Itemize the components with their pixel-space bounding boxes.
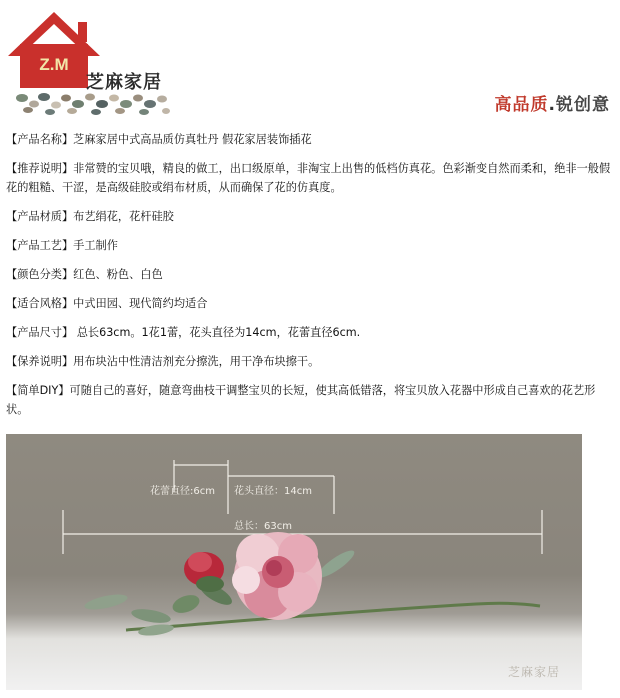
label-recommendation: 【推荐说明】	[6, 162, 74, 175]
flower-bud	[184, 552, 224, 592]
label-diy: 【简单DIY】	[6, 384, 70, 397]
paragraph-craft	[6, 236, 614, 255]
paragraph-material	[6, 207, 614, 226]
slogan	[495, 90, 610, 115]
paragraph-recommendation	[6, 159, 614, 197]
label-care: 【保养说明】	[6, 355, 74, 368]
paragraph-product-name	[6, 130, 614, 149]
header	[0, 0, 620, 125]
label-material: 【产品材质】	[6, 210, 74, 223]
photo-watermark: 芝麻家居	[507, 665, 560, 679]
brand-logo	[6, 6, 174, 118]
text-material: 布艺绢花，花杆硅胶	[73, 210, 174, 223]
label-craft: 【产品工艺】	[6, 239, 74, 252]
product-description	[6, 130, 614, 429]
slogan-tail: 锐创意	[556, 95, 610, 115]
label-style: 【适合风格】	[6, 297, 74, 310]
slogan-main: 高品质	[494, 95, 549, 115]
product-photo	[6, 434, 582, 690]
total-length-label: 总长：63cm	[234, 521, 292, 532]
slogan-dot: .	[548, 95, 556, 115]
label-colors: 【颜色分类】	[6, 268, 74, 281]
paragraph-size	[6, 323, 614, 342]
photo-illustration	[6, 434, 582, 690]
label-product-name: 【产品名称】	[6, 133, 74, 146]
paragraph-colors	[6, 265, 614, 284]
text-size: 总长63cm。1花1蕾，花头直径为14cm，花蕾直径6cm.	[73, 326, 361, 339]
text-craft: 手工制作	[73, 239, 118, 252]
text-product-name: 芝麻家居中式高品质仿真牡丹 假花家居装饰插花	[73, 133, 312, 146]
text-colors: 红色、粉色、白色	[73, 268, 163, 281]
text-care: 用布块沾中性清洁剂充分擦洗，用干净布块擦干。	[73, 355, 320, 368]
bud-diameter-label: 花蕾直径:6cm	[150, 486, 215, 497]
text-diy: 可随自己的喜好，随意弯曲枝干调整宝贝的长短，使其高低错落，将宝贝放入花器中形成自己喜欢的花艺形状。	[6, 384, 596, 416]
paragraph-care	[6, 352, 614, 371]
text-recommendation: 非常赞的宝贝哦，精良的做工，出口级原单，非淘宝上出售的低档仿真花。色彩渐变自然而柔和，绝非一般假花的粗糙、干涩，是高级硅胶或绢布材质，从而确保了花的仿真度。	[6, 162, 611, 194]
text-style: 中式田园、现代简约均适合	[73, 297, 208, 310]
paragraph-style	[6, 294, 614, 313]
pebbles-decoration	[16, 93, 170, 115]
paragraph-diy	[6, 381, 614, 419]
brand-name: 芝麻家居	[86, 72, 162, 93]
peony-head	[232, 532, 322, 620]
head-diameter-label: 花头直径：14cm	[234, 486, 312, 497]
chimney-shape	[78, 22, 87, 42]
logo-mark: Z.M	[39, 55, 69, 74]
label-size: 【产品尺寸】	[6, 326, 74, 339]
